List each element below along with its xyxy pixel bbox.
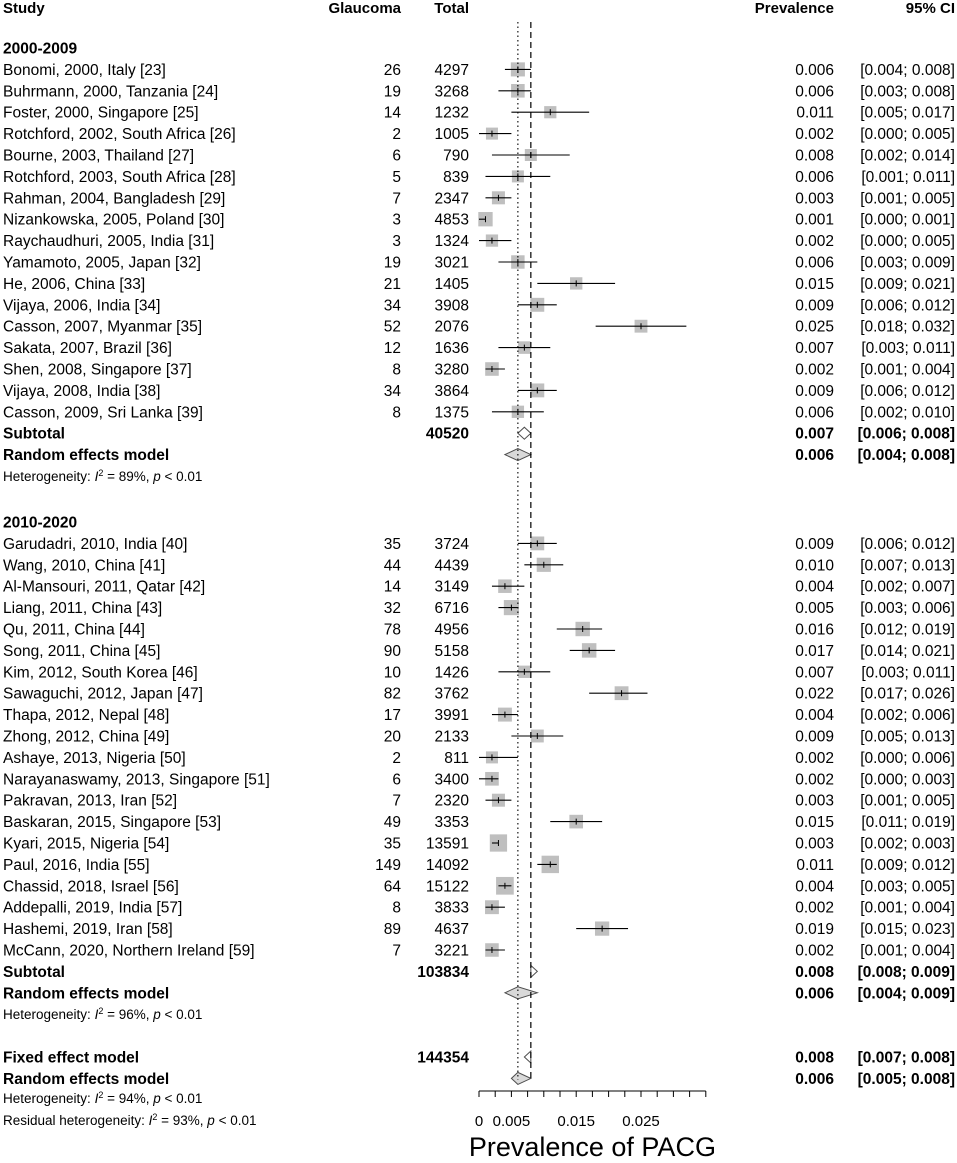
study-row-ci: [0.005; 0.017]: [860, 104, 955, 122]
study-row-glaucoma: 8: [392, 404, 401, 422]
study-row-total: 1405: [434, 275, 469, 293]
study-row-total: 1426: [434, 664, 469, 682]
study-row-name: Sawaguchi, 2012, Japan [47]: [3, 685, 203, 703]
study-row-ci: [0.012; 0.019]: [860, 621, 955, 639]
study-row-prevalence: 0.008: [795, 147, 834, 165]
study-row-prevalence: 0.006: [795, 61, 834, 79]
study-row-prevalence: 0.016: [795, 621, 834, 639]
study-row-glaucoma: 8: [392, 361, 401, 379]
study-row-ci: [0.000; 0.005]: [860, 233, 955, 251]
study-row-ci: [0.001; 0.005]: [860, 792, 955, 810]
study-row-name: Rotchford, 2002, South Africa [26]: [3, 126, 236, 144]
fixed-effect-ci: [0.007; 0.008]: [857, 1049, 955, 1067]
study-row-name: Casson, 2009, Sri Lanka [39]: [3, 404, 203, 422]
study-row-prevalence: 0.015: [795, 814, 834, 832]
study-row-ci: [0.002; 0.014]: [860, 147, 955, 165]
study-row-total: 3353: [434, 814, 469, 832]
group-label-2010-2020: 2010-2020: [3, 514, 78, 532]
study-row-ci: [0.003; 0.011]: [861, 340, 955, 358]
study-row-name: Casson, 2007, Myanmar [35]: [3, 318, 203, 336]
study-row-glaucoma: 44: [383, 557, 401, 575]
study-row-total: 1636: [434, 340, 469, 358]
random-effects-label: Random effects model: [3, 447, 170, 465]
study-row-name: Al-Mansouri, 2011, Qatar [42]: [3, 578, 206, 596]
study-row-ci: [0.009; 0.021]: [860, 275, 955, 293]
study-row-ci: [0.009; 0.012]: [860, 856, 955, 874]
study-row-prevalence: 0.007: [795, 664, 834, 682]
study-row-glaucoma: 3: [392, 233, 401, 251]
study-row-glaucoma: 64: [383, 878, 401, 896]
study-row-total: 13591: [425, 835, 469, 853]
subtotal-ci: [0.006; 0.008]: [857, 425, 955, 443]
study-row-glaucoma: 89: [383, 921, 401, 939]
fixed-effect-label: Fixed effect model: [3, 1049, 140, 1067]
study-row-ci: [0.018; 0.032]: [860, 318, 955, 336]
study-row-name: Garudadri, 2010, India [40]: [3, 535, 188, 553]
subtotal-total: 103834: [417, 963, 469, 981]
study-row-total: 3149: [434, 578, 469, 596]
study-row-total: 2347: [434, 190, 469, 208]
random-effects-prevalence: 0.006: [795, 447, 834, 465]
study-row-total: 3021: [434, 254, 469, 272]
fixed-effect-diamond: [524, 1051, 530, 1063]
header-glaucoma: Glaucoma: [328, 0, 401, 17]
study-row-name: Bourne, 2003, Thailand [27]: [3, 147, 195, 165]
study-row-name: Baskaran, 2015, Singapore [53]: [3, 814, 222, 832]
study-row-glaucoma: 14: [383, 578, 401, 596]
study-row-prevalence: 0.025: [795, 318, 834, 336]
study-row-prevalence: 0.004: [795, 878, 834, 896]
study-row-ci: [0.014; 0.021]: [860, 642, 955, 660]
header-total: Total: [434, 0, 469, 17]
study-row-glaucoma: 35: [383, 535, 401, 553]
study-row-total: 3268: [434, 83, 469, 101]
study-row-total: 3221: [434, 942, 469, 960]
study-row-ci: [0.000; 0.006]: [860, 749, 955, 767]
study-row-name: Ashaye, 2013, Nigeria [50]: [3, 749, 186, 767]
heterogeneity-text: Heterogeneity: $I^2 = 96\%$, p < 0.01: [3, 1006, 203, 1023]
study-row-total: 4637: [434, 921, 469, 939]
study-row-glaucoma: 34: [383, 297, 401, 315]
study-row-prevalence: 0.017: [795, 642, 834, 660]
study-row-ci: [0.001; 0.004]: [860, 942, 955, 960]
study-row-total: 1375: [434, 404, 469, 422]
study-row-name: Wang, 2010, China [41]: [3, 557, 166, 575]
study-row-prevalence: 0.006: [795, 404, 834, 422]
study-row-name: Nizankowska, 2005, Poland [30]: [3, 211, 225, 229]
study-row-prevalence: 0.003: [795, 792, 834, 810]
study-row-glaucoma: 2: [392, 749, 401, 767]
study-row-prevalence: 0.019: [795, 921, 834, 939]
study-row-glaucoma: 12: [383, 340, 401, 358]
study-row-glaucoma: 78: [383, 621, 401, 639]
study-row-glaucoma: 21: [383, 275, 401, 293]
study-row-ci: [0.000; 0.005]: [860, 126, 955, 144]
overall-random-label: Random effects model: [3, 1070, 170, 1088]
study-row-total: 3724: [434, 535, 469, 553]
study-row-total: 1232: [434, 104, 469, 122]
study-row-total: 4956: [434, 621, 469, 639]
study-row-name: Vijaya, 2008, India [38]: [3, 382, 161, 400]
subtotal-ci: [0.008; 0.009]: [857, 963, 955, 981]
study-row-ci: [0.007; 0.013]: [860, 557, 955, 575]
study-row-prevalence: 0.009: [795, 535, 834, 553]
x-tick-label: 0.015: [557, 1113, 595, 1130]
study-row-prevalence: 0.007: [795, 340, 834, 358]
study-row-glaucoma: 3: [392, 211, 401, 229]
study-row-total: 4297: [434, 61, 469, 79]
overall-random-ci: [0.005; 0.008]: [857, 1070, 955, 1088]
study-row-total: 3991: [434, 707, 469, 725]
study-row-glaucoma: 7: [392, 792, 401, 810]
study-row-total: 3833: [434, 899, 469, 917]
study-row-total: 14092: [425, 856, 469, 874]
study-row-name: Paul, 2016, India [55]: [3, 856, 150, 874]
fixed-effect-prevalence: 0.008: [795, 1049, 834, 1067]
study-row-name: Addepalli, 2019, India [57]: [3, 899, 183, 917]
study-row-ci: [0.003; 0.008]: [860, 83, 955, 101]
group-label-2000-2009: 2000-2009: [3, 40, 78, 58]
study-row-ci: [0.001; 0.004]: [860, 361, 955, 379]
study-row-ci: [0.003; 0.011]: [861, 664, 955, 682]
study-row-name: Sakata, 2007, Brazil [36]: [3, 340, 172, 358]
study-row-total: 3908: [434, 297, 469, 315]
study-row-glaucoma: 35: [383, 835, 401, 853]
study-row-total: 2076: [434, 318, 469, 336]
study-row-ci: [0.003; 0.006]: [860, 600, 955, 618]
study-row-ci: [0.003; 0.009]: [860, 254, 955, 272]
fixed-effect-total: 144354: [417, 1049, 469, 1067]
study-row-prevalence: 0.002: [795, 749, 834, 767]
study-row-glaucoma: 90: [383, 642, 401, 660]
study-row-name: Bonomi, 2000, Italy [23]: [3, 61, 166, 79]
header-prevalence: Prevalence: [754, 0, 834, 17]
study-row-total: 5158: [434, 642, 469, 660]
study-row-glaucoma: 32: [383, 600, 401, 618]
study-row-name: Zhong, 2012, China [49]: [3, 728, 170, 746]
study-row-ci: [0.002; 0.007]: [860, 578, 955, 596]
study-row-total: 839: [443, 168, 469, 186]
study-row-ci: [0.001; 0.005]: [860, 190, 955, 208]
study-row-prevalence: 0.005: [795, 600, 834, 618]
study-row-name: Thapa, 2012, Nepal [48]: [3, 707, 170, 725]
random-effects-label: Random effects model: [3, 985, 170, 1003]
subtotal-label: Subtotal: [3, 963, 65, 981]
study-row-glaucoma: 26: [383, 61, 401, 79]
study-row-total: 1005: [434, 126, 469, 144]
subtotal-prevalence: 0.008: [795, 963, 834, 981]
study-row-glaucoma: 7: [392, 942, 401, 960]
study-row-total: 4439: [434, 557, 469, 575]
study-row-name: Kyari, 2015, Nigeria [54]: [3, 835, 170, 853]
study-row-glaucoma: 52: [383, 318, 401, 336]
study-row-total: 3280: [434, 361, 469, 379]
study-row-prevalence: 0.006: [795, 254, 834, 272]
study-row-total: 15122: [425, 878, 469, 896]
study-row-ci: [0.000; 0.001]: [860, 211, 955, 229]
study-row-name: Shen, 2008, Singapore [37]: [3, 361, 192, 379]
study-row-name: He, 2006, China [33]: [3, 275, 146, 293]
study-row-name: Pakravan, 2013, Iran [52]: [3, 792, 178, 810]
study-row-prevalence: 0.006: [795, 168, 834, 186]
overall-random-prevalence: 0.006: [795, 1070, 834, 1088]
study-row-glaucoma: 5: [392, 168, 401, 186]
study-row-name: Qu, 2011, China [44]: [3, 621, 145, 639]
subtotal-diamond: [518, 427, 531, 439]
header-study: Study: [3, 0, 45, 17]
study-row-name: Liang, 2011, China [43]: [3, 600, 163, 618]
study-row-name: Rotchford, 2003, South Africa [28]: [3, 168, 236, 186]
study-row-prevalence: 0.009: [795, 728, 834, 746]
study-row-name: Chassid, 2018, Israel [56]: [3, 878, 179, 896]
study-row-ci: [0.006; 0.012]: [860, 535, 955, 553]
random-effects-prevalence: 0.006: [795, 985, 834, 1003]
study-row-ci: [0.005; 0.013]: [860, 728, 955, 746]
study-row-total: 3400: [434, 771, 469, 789]
study-row-ci: [0.000; 0.003]: [860, 771, 955, 789]
study-row-glaucoma: 6: [392, 771, 401, 789]
study-row-glaucoma: 82: [383, 685, 401, 703]
study-row-name: Yamamoto, 2005, Japan [32]: [3, 254, 201, 272]
study-row-prevalence: 0.001: [795, 211, 834, 229]
study-row-prevalence: 0.009: [795, 297, 834, 315]
study-row-glaucoma: 2: [392, 126, 401, 144]
subtotal-prevalence: 0.007: [795, 425, 834, 443]
study-row-ci: [0.004; 0.008]: [860, 61, 955, 79]
study-row-prevalence: 0.003: [795, 190, 834, 208]
study-row-prevalence: 0.011: [796, 104, 834, 122]
study-row-glaucoma: 149: [375, 856, 401, 874]
study-row-total: 6716: [434, 600, 469, 618]
study-row-prevalence: 0.002: [795, 899, 834, 917]
study-row-total: 811: [444, 749, 469, 767]
study-row-name: Raychaudhuri, 2005, India [31]: [3, 233, 215, 251]
study-row-prevalence: 0.004: [795, 707, 834, 725]
study-row-ci: [0.011; 0.019]: [861, 814, 955, 832]
x-tick-label: 0.005: [492, 1113, 531, 1130]
study-row-total: 2320: [434, 792, 469, 810]
study-row-prevalence: 0.015: [795, 275, 834, 293]
study-row-name: Foster, 2000, Singapore [25]: [3, 104, 199, 122]
x-tick-label: 0.025: [622, 1113, 660, 1130]
study-row-ci: [0.002; 0.006]: [860, 707, 955, 725]
study-row-name: Kim, 2012, South Korea [46]: [3, 664, 198, 682]
study-row-total: 3762: [434, 685, 469, 703]
study-row-total: 1324: [434, 233, 469, 251]
study-row-prevalence: 0.006: [795, 83, 834, 101]
study-row-prevalence: 0.004: [795, 578, 834, 596]
study-row-prevalence: 0.011: [796, 856, 834, 874]
study-row-glaucoma: 10: [383, 664, 401, 682]
study-row-total: 790: [443, 147, 469, 165]
study-row-prevalence: 0.002: [795, 233, 834, 251]
x-tick-label: 0: [474, 1113, 484, 1130]
heterogeneity-text: Heterogeneity: $I^2 = 89\%$, p < 0.01: [3, 468, 203, 484]
study-row-name: McCann, 2020, Northern Ireland [59]: [3, 942, 255, 960]
study-row-glaucoma: 17: [383, 707, 401, 725]
random-effects-diamond: [505, 987, 537, 999]
study-row-glaucoma: 19: [383, 83, 401, 101]
study-row-ci: [0.002; 0.010]: [860, 404, 955, 422]
study-row-ci: [0.017; 0.026]: [860, 685, 955, 703]
study-row-ci: [0.001; 0.011]: [861, 168, 955, 186]
residual-heterogeneity-text: Residual heterogeneity: $I^2 = 93\%$, p < 0.01: [3, 1111, 257, 1128]
study-row-glaucoma: 34: [383, 382, 401, 400]
study-row-ci: [0.002; 0.003]: [860, 835, 955, 853]
study-row-name: Hashemi, 2019, Iran [58]: [3, 921, 173, 939]
study-row-total: 4853: [434, 211, 469, 229]
study-row-glaucoma: 49: [383, 814, 401, 832]
study-row-glaucoma: 7: [392, 190, 401, 208]
study-row-name: Song, 2011, China [45]: [3, 642, 161, 660]
study-row-prevalence: 0.003: [795, 835, 834, 853]
study-row-glaucoma: 8: [392, 899, 401, 917]
subtotal-total: 40520: [425, 425, 469, 443]
study-row-ci: [0.001; 0.004]: [860, 899, 955, 917]
overall-heterogeneity-text: Heterogeneity: $I^2 = 94\%$, p < 0.01: [3, 1089, 203, 1106]
study-row-name: Narayanaswamy, 2013, Singapore [51]: [3, 771, 270, 789]
study-row-glaucoma: 6: [392, 147, 401, 165]
study-row-ci: [0.006; 0.012]: [860, 297, 955, 315]
study-row-name: Buhrmann, 2000, Tanzania [24]: [3, 83, 219, 101]
study-row-prevalence: 0.010: [795, 557, 834, 575]
study-row-name: Vijaya, 2006, India [34]: [3, 297, 161, 315]
study-row-prevalence: 0.002: [795, 361, 834, 379]
study-row-ci: [0.003; 0.005]: [860, 878, 955, 896]
study-row-prevalence: 0.022: [795, 685, 834, 703]
study-row-total: 2133: [434, 728, 469, 746]
overall-random-diamond: [511, 1072, 530, 1084]
study-row-prevalence: 0.002: [795, 771, 834, 789]
study-row-prevalence: 0.009: [795, 382, 834, 400]
study-row-name: Rahman, 2004, Bangladesh [29]: [3, 190, 226, 208]
x-axis-title: Prevalence of PACG: [468, 1132, 716, 1162]
study-row-glaucoma: 19: [383, 254, 401, 272]
random-effects-ci: [0.004; 0.008]: [857, 447, 955, 465]
study-row-glaucoma: 14: [383, 104, 401, 122]
study-row-prevalence: 0.002: [795, 126, 834, 144]
study-row-glaucoma: 20: [383, 728, 401, 746]
study-row-prevalence: 0.002: [795, 942, 834, 960]
random-effects-ci: [0.004; 0.009]: [857, 985, 955, 1003]
subtotal-diamond: [531, 965, 537, 977]
study-row-ci: [0.006; 0.012]: [860, 382, 955, 400]
study-row-total: 3864: [434, 382, 469, 400]
header-ci: 95% CI: [905, 0, 955, 17]
subtotal-label: Subtotal: [3, 425, 65, 443]
study-row-ci: [0.015; 0.023]: [860, 921, 955, 939]
